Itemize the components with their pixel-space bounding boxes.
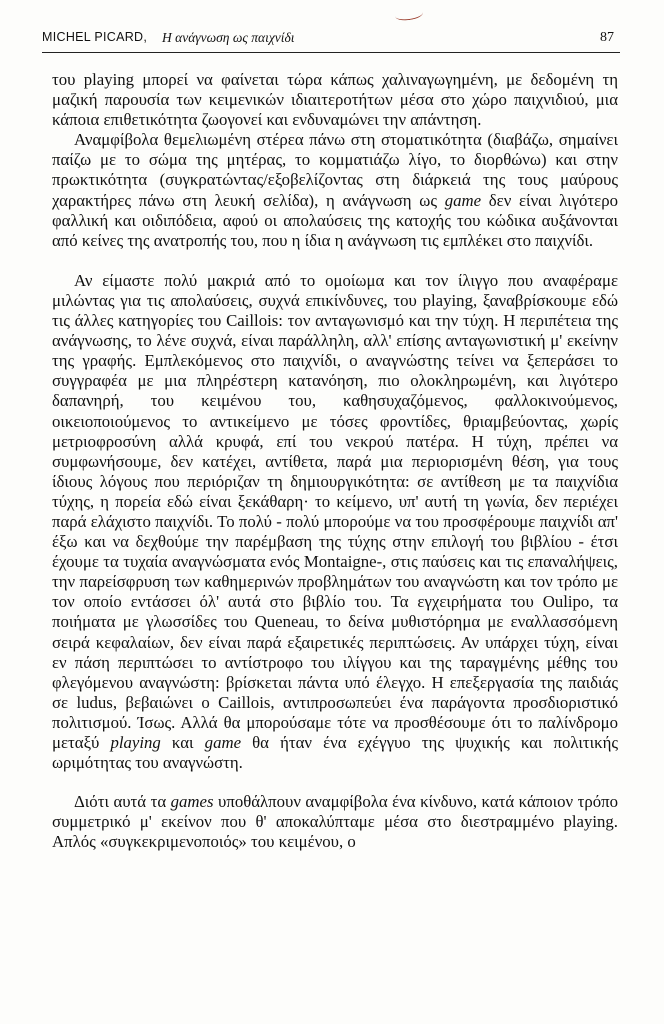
text-run: υποθάλπουν αναμφίβολα ένα κίνδυνο, κατά κάποιον τρόπο συμμετρικό μ' εκείνον που θ' αποκαλύπταμε μέσα στο διεστραμμένο playing. Απλός «συγκεκριμενοποιός» του κειμένου, ο xyxy=(52,792,618,852)
paragraph-4 xyxy=(52,792,618,852)
body-text xyxy=(52,70,618,852)
text-run: Αν είμαστε πολύ μακριά από το ομοίωμα και τον ίλιγγο που αναφέραμε μιλώντας για τις απολαύσεις, συχνά επικίνδυνες, του playing, ξαναβρίσκουμε εδώ τις άλλες κατηγορίες του Caillois: τον ανταγωνισμό και την τύχη. Η περιπέτεια της ανάγνωσης, το λένε συχνά, είναι παράλληλη, αλλ' επίσης ανταγωνιστική μ' εκείνην της γραφής. Εμπλεκόμενος στο παιχνίδι, ο αναγνώστης τείνει να ξεπεράσει το συγγραφέα με μια πληρέστερη κατανόηση, πιο ολοκληρωμένη, και λιγότερο δαπανηρή, του κειμένου του, καθησυχαζόμενος, φαλλοκινούμενος, οικειοποιούμενος το αντικείμενο με τόσες φροντίδες, θριαμβεύοντας, χωρίς μετριοφροσύνη αλλά κρυφά, επί του νεκρού πατέρα. Η τύχη, πρέπει να συμφωνήσουμε, δεν κατέχει, αντίθετα, παρά μια περιορισμένη θέση, για τους ίδιους λόγους που περιόριζαν τη δημιουργικότητα: σε αντίθεση με τα παιχνίδια τύχης, η πορεία εδώ είναι ξεκάθαρη· το κείμενο, υπ' αυτή τη γωνία, δεν περιέχει παρά ελάχιστο παιχνίδι. Το πολύ - πολύ μπορούμε να του προσφέρουμε παιχνίδι απ' έξω και να δεχθούμε την παρέμβαση της τύχης στην επιλογή του βιβλίου - έτσι έχουμε τα τυχαία αναγνώσματα ενός Montaigne-, στις παύσεις και τις επαναλήψεις, την παρείσφρυση των καθημερινών προβλημάτων του αναγνώστη και τον τρόπο με τον οποίο εντάσσει όλ' αυτά στο βιβλίο του. Τα εγχειρήματα του Oulipo, τα ποιήματα με γλωσσίδες του Queneau, το δείνα μυθιστόρημα με εναλλασσόμενη σειρά κεφαλαίων, δεν είναι παρά εξαιρετικές περιπτώσεις. Αν υπάρχει τύχη, είναι εν πάση περιπτώσει το αντίστροφο του ιλίγγου και της ταραγμένης μέθης του φλεγόμενου αναγνώστη: βρίσκεται πάντα υπό έλεγχο. Η επεξεργασία της παιδιάς σε ludus, βεβαιώνει ο Caillois, αντιπροσωπεύει ένα παράγοντα προσδιοριστικό πολιτισμού. Ίσως. Αλλά θα μπορούσαμε τότε να προσθέσουμε ότι το παλίνδρομο μεταξύ xyxy=(52,270,618,752)
running-head-title: Η ανάγνωση ως παιχνίδι xyxy=(162,30,295,45)
running-head xyxy=(42,30,620,53)
text-run: του playing μπορεί να φαίνεται τώρα κάπως χαλιναγωγημένη, με δεδομένη τη μαζική παρουσία των κειμενικών ιδιαιτεροτήτων μέσα στο χώρο παιχνιδιού, μια κάποια επιθετικότητα ζωογονεί και ενδυναμώνει την απάντηση. xyxy=(52,70,618,130)
paragraph-2 xyxy=(52,130,618,251)
text-run: Διότι αυτά τα xyxy=(74,792,171,812)
pen-mark xyxy=(394,7,423,22)
page-number: 87 xyxy=(600,30,614,45)
text-run: δεν είναι λιγότερο φαλλική και οιδιπόδεια, αφού οι απολαύσεις της κατοχής του κώδικα αυξάνονται από κείνες της ανατροπής του, που η ίδια η ανάγνωση τις εμπλέκει στο παιχνίδι. xyxy=(52,190,618,250)
italic-term: game xyxy=(204,733,242,752)
text-run: Αναμφίβολα θεμελιωμένη στέρεα πάνω στη στοματικότητα (διαβάζω, σημαίνει παίζω με το σώμα της μητέρας, το κομματιάζω λίγο, το διορθώνω) και στην πρωκτικότητα (συγκρατώντας/εξοβελίζοντας στη διάρκειά της τους μαύρους χαρακτήρες πάνω στη λευκή σελίδα), η ανάγνωση ως xyxy=(52,130,618,210)
italic-term: games xyxy=(170,792,214,812)
text-run: και xyxy=(160,733,205,752)
italic-term: playing xyxy=(110,733,161,752)
text-run: θα ήταν ένα εχέγγυο της ψυχικής και πολιτικής ωριμότητας του αναγνώστη. xyxy=(52,733,618,773)
paragraph-1 xyxy=(52,70,618,130)
paragraph-3 xyxy=(52,271,618,773)
italic-term: game xyxy=(444,190,482,210)
running-head-author: MICHEL PICARD, xyxy=(42,30,148,44)
